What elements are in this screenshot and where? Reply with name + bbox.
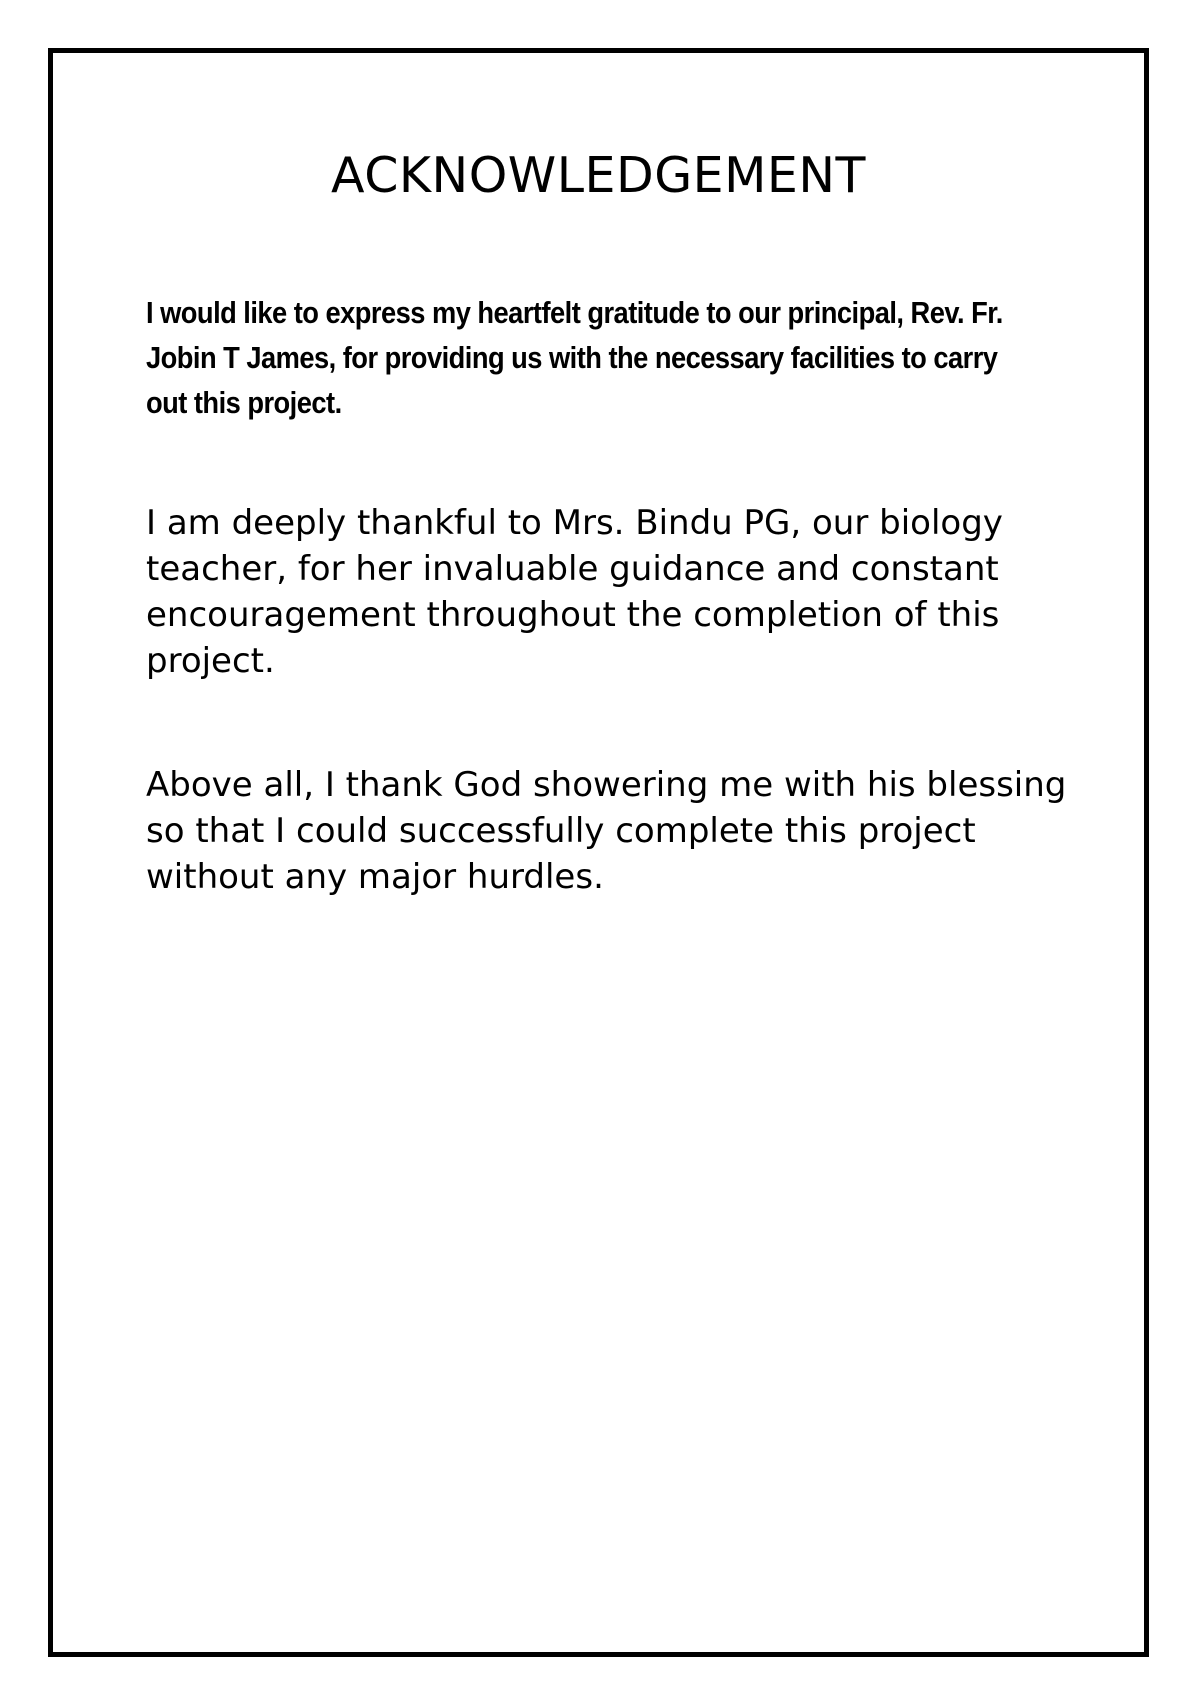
paragraph-god: Above all, I thank God showering me with his blessing so that I could successfully complete this project without any major hurdles. xyxy=(146,765,1067,897)
paragraph-teacher: I am deeply thankful to Mrs. Bindu PG, our biology teacher, for her invaluable guidance and constant encouragement throughout the completion of this project. xyxy=(146,503,1003,681)
page-title: ACKNOWLEDGEMENT xyxy=(331,147,866,204)
paragraph-principal: I would like to express my heartfelt gratitude to our principal, Rev. Fr. Jobin T James, for providing us with the necessary facilities to carry out this project. xyxy=(146,295,1003,420)
